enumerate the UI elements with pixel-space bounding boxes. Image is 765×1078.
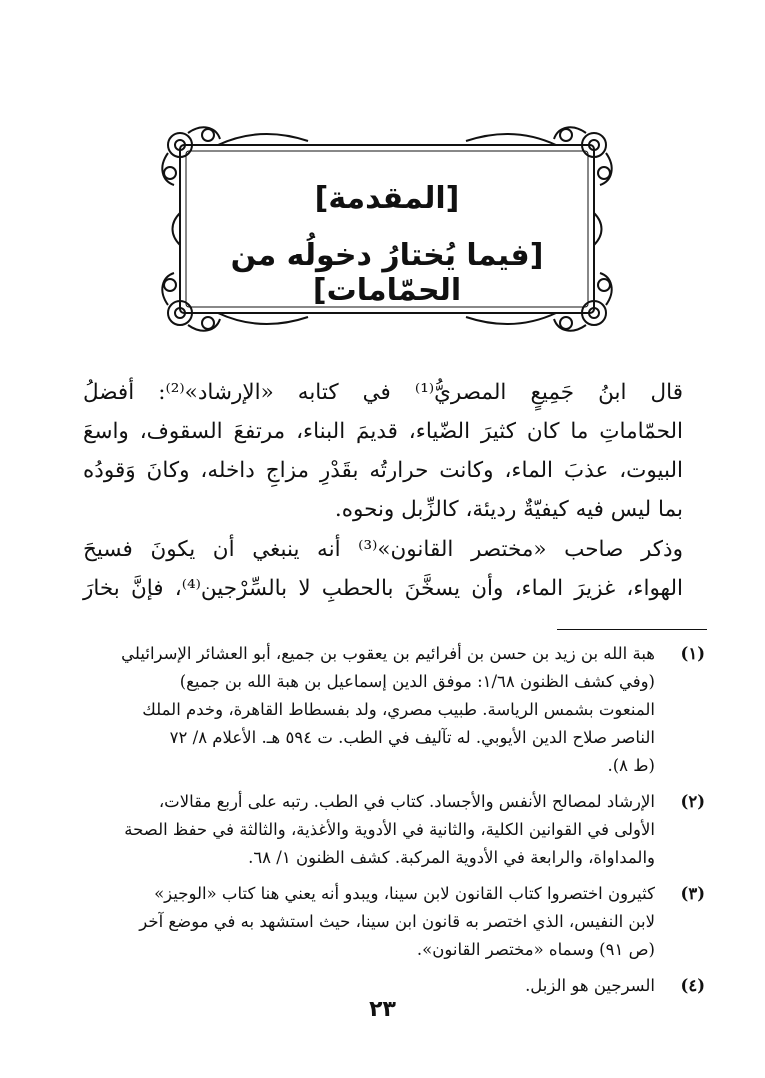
text-line: الهواء، غزيرَ الماء، وأن يسخَّنَ بالحطبِ لا بالسِّرْجين⁽⁴⁾، فإنَّ بخارَ bbox=[83, 576, 683, 601]
footnote-3 bbox=[55, 880, 705, 964]
footnote-2 bbox=[55, 788, 705, 872]
footnote-line: كثيرون اختصروا كتاب القانون لابن سينا، ويبدو أنه يعني هنا كتاب «الوجيز» bbox=[154, 884, 655, 903]
ornamental-title-frame bbox=[158, 123, 616, 335]
footnote-number: (١) bbox=[680, 644, 705, 663]
chapter-title: [المقدمة] bbox=[314, 181, 460, 216]
text-line: البيوت، عذبَ الماء، وكانت حرارتُه بقَدْرِ مزاجِ داخله، وكانَ وَقودُه bbox=[83, 458, 683, 483]
footnote-4 bbox=[55, 972, 705, 1000]
footnote-1 bbox=[55, 640, 705, 780]
body-paragraph-1 bbox=[83, 373, 683, 529]
footnote-line: المنعوت بشمس الرياسة. طبيب مصري، ولد بفسطاط القاهرة، وخدم الملك bbox=[142, 700, 655, 719]
footnote-separator bbox=[557, 629, 707, 630]
footnote-line: الناصر صلاح الدين الأيوبي. له تآليف في الطب. ت ٥٩٤ هـ. الأعلام ٨/ ٧٢ bbox=[169, 728, 655, 747]
text-line: الحمّاماتِ ما كان كثيرَ الضّياء، قديمَ البناء، مرتفعَ السقوف، واسعَ bbox=[83, 419, 683, 444]
footnote-number: (٣) bbox=[680, 884, 705, 903]
footnote-line: (وفي كشف الظنون ١/٦٨: موفق الدين إسماعيل بن هبة الله بن جميع) bbox=[179, 672, 655, 691]
footnote-line: (ط ٨). bbox=[607, 756, 655, 775]
chapter-subtitle: [فيما يُختارُ دخولُه من الحمّامات] bbox=[230, 238, 544, 308]
footnote-line: الإرشاد لمصالح الأنفس والأجساد. كتاب في الطب. رتبه على أربع مقالات، bbox=[158, 792, 655, 811]
footnote-line: لابن النفيس، الذي اختصر به قانون ابن سينا، حيث استشهد به في موضع آخر bbox=[139, 912, 655, 931]
page-number: ٢٣ bbox=[369, 997, 396, 1022]
footnote-number: (٤) bbox=[680, 976, 705, 995]
footnote-number: (٢) bbox=[680, 792, 705, 811]
text-line: قال ابنُ جَمِيعٍ المصريُّ⁽¹⁾ في كتابه «الإرشاد»⁽²⁾: أفضلُ bbox=[83, 380, 683, 405]
body-paragraph-2 bbox=[83, 530, 683, 608]
footnote-line: والمداواة، والرابعة في الأدوية المركبة. كشف الظنون ١/ ٦٨. bbox=[248, 848, 655, 867]
text-line: بما ليس فيه كيفيّةٌ رديئة، كالزِّبل ونحوه. bbox=[334, 497, 683, 522]
footnote-line: (ص ٩١) وسماه «مختصر القانون». bbox=[416, 940, 655, 959]
footnote-line: الأولى في القوانين الكلية، والثانية في الأدوية والأغذية، والثالثة في حفظ الصحة bbox=[124, 820, 655, 839]
footnote-line: السرجين هو الزبل. bbox=[525, 976, 655, 995]
footnotes bbox=[55, 640, 705, 1008]
footnote-line: هبة الله بن زيد بن حسن بن أفرائيم بن يعقوب بن جميع، أبو العشائر الإسرائيلي bbox=[121, 644, 655, 663]
text-line: وذكر صاحب «مختصر القانون»⁽³⁾ أنه ينبغي أن يكونَ فسيحَ bbox=[83, 537, 684, 562]
